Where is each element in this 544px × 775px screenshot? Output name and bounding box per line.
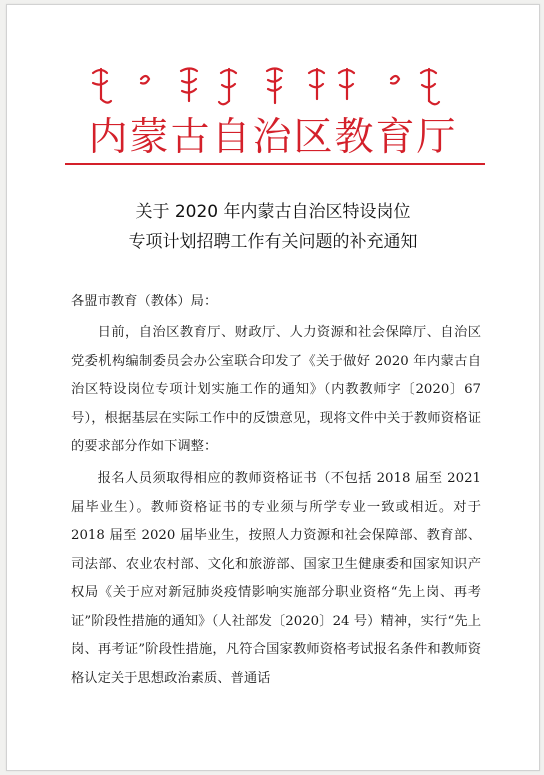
paragraph-2: 报名人员须取得相应的教师资格证书（不包括 2018 届至 2021 届毕业生）。教师资格证书的专业须与所学专业一致或相近。对于 2018 届至 2020 届毕业生，按照人力资源和社会保障部、教育部、司法部、农业农村部、文化和旅游部、国家卫生健康委和国家知识产权局《关于应对新冠肺炎疫情影响实施部分职业资格“先上岗、再考证”阶段性措施的通知》（人社部发〔2020〕24 号）精神，实行“先上岗、再考证”阶段性措施，凡符合国家教师资格考试报名条件和教师资格认定关于思想政治素质、普通话: [71, 471, 482, 686]
salutation: 各盟市教育（教体）局：: [71, 294, 218, 309]
document-title: [7, 197, 539, 257]
paragraph-1: 日前，自治区教育厅、财政厅、人力资源和社会保障厅、自治区党委机构编制委员会办公室联合印发了《关于做好 2020 年内蒙古自治区特设岗位专项计划实施工作的通知》（内教教师字〔2020〕67 号），根据基层在实际工作中的反馈意见，现将文件中关于教师资格证的要求部分作如下调整：: [71, 325, 481, 454]
issuing-authority-name: 内蒙古自治区教育厅: [88, 115, 458, 160]
title-line-1: 关于 2020 年内蒙古自治区特设岗位: [135, 202, 411, 222]
red-header-rule: [65, 163, 485, 165]
document-page: [6, 4, 540, 771]
title-line-2: 专项计划招聘工作有关问题的补充通知: [128, 232, 418, 252]
mongolian-script-header: [79, 61, 459, 111]
